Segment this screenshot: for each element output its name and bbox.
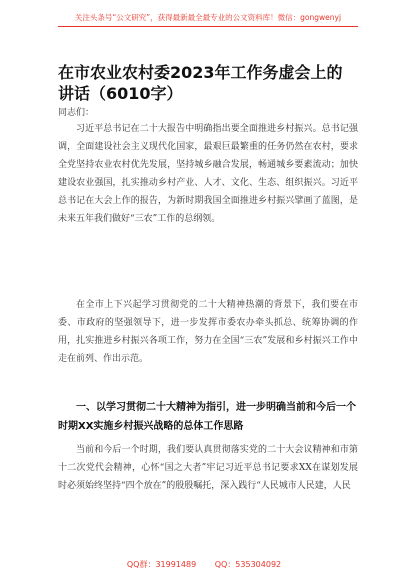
paragraph-2: 在全市上下兴起学习贯彻党的二十大精神热潮的背景下，我们要在市委、市政府的坚强领导下，进一步发挥市委农办牵头抓总、统筹协调的作用，扎实推进乡村振兴各项工作，努力在全国“三农”发展和乡村振兴工作中走在前列、作出示范。: [58, 300, 358, 364]
document-title: 在市农业农村委2023年工作务虚会上的讲话（6010字）: [58, 63, 343, 103]
footer: [0, 559, 408, 570]
footer-qq-group: QQ群：31991489: [126, 560, 197, 569]
header-banner: 关注头条号“公文研究”，获得最新最全最专业的公文资料库！微信：gongwenyj: [58, 12, 358, 27]
greeting: 同志们：: [58, 108, 95, 118]
paragraph-1: 习近平总书记在二十大报告中明确指出要全面推进乡村振兴。总书记强调，全面建设社会主义现代化国家，最艰巨最繁重的任务仍然在农村，要求全党坚持农业农村优先发展，坚持城乡融合发展，畅通城乡要素流动；加快建设农业强国，扎实推动乡村产业、人才、文化、生态、组织振兴。习近平总书记在大会上作的报告，为新时期我国全面推进乡村振兴擘画了蓝图，是未来五年我们做好“三农”工作的总纲领。: [58, 124, 358, 224]
section-heading-1: 一、以学习贯彻二十大精神为指引，进一步明确当前和今后一个时期XX实施乡村振兴战略的总体工作思路: [58, 402, 356, 432]
paragraph-3: 当前和今后一个时期，我们要认真贯彻落实党的二十大会议精神和市第十二次党代会精神，心怀“国之大者”牢记习近平总书记要求XX在谋划发展时必须始终坚持“四个放在”的殷殷嘱托，深入践行“人民城市人民建，人民: [58, 445, 358, 491]
footer-qq-id: QQ：535304092: [214, 560, 282, 569]
